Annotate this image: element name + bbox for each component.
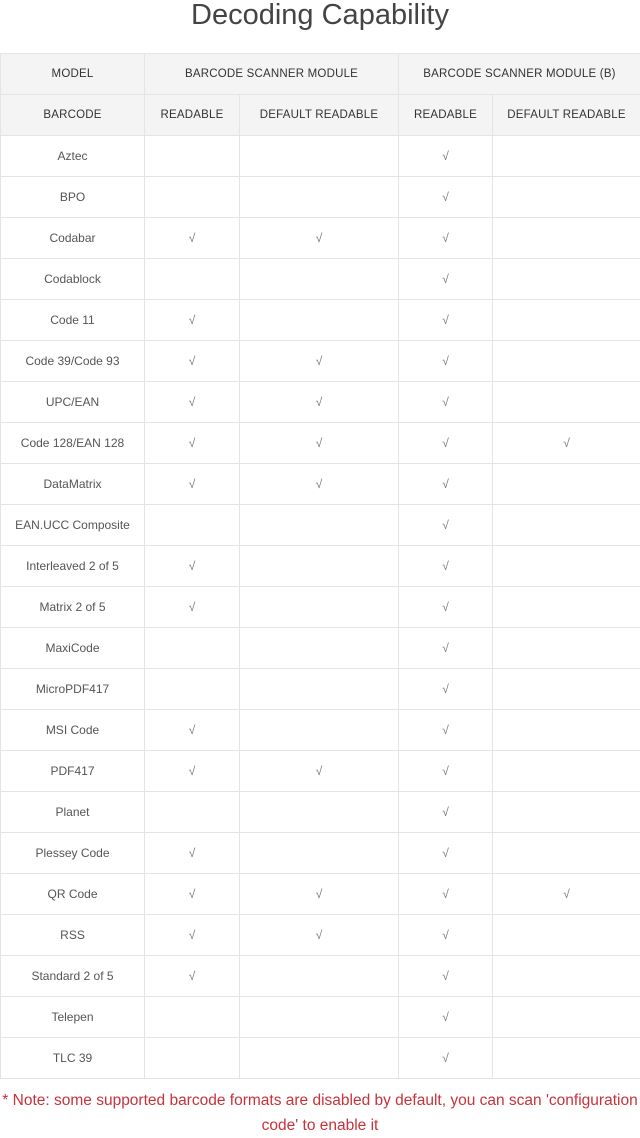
module-a-default-readable-cell bbox=[240, 1038, 399, 1079]
check-mark-icon: √ bbox=[189, 559, 196, 573]
module-b-readable-cell bbox=[399, 423, 493, 464]
check-mark-icon: √ bbox=[189, 600, 196, 614]
module-a-readable-cell bbox=[145, 792, 240, 833]
table-row bbox=[1, 218, 640, 259]
check-mark-icon: √ bbox=[442, 600, 449, 614]
module-a-default-readable-cell bbox=[240, 792, 399, 833]
module-a-default-readable-cell bbox=[240, 997, 399, 1038]
check-mark-icon: √ bbox=[189, 395, 196, 409]
module-a-default-readable-cell bbox=[240, 874, 399, 915]
barcode-name-cell: MicroPDF417 bbox=[1, 669, 145, 710]
module-b-readable-cell bbox=[399, 669, 493, 710]
barcode-name-cell: Matrix 2 of 5 bbox=[1, 587, 145, 628]
module-b-default-readable-cell bbox=[493, 874, 640, 915]
module-b-readable-cell bbox=[399, 382, 493, 423]
module-a-default-readable-cell bbox=[240, 177, 399, 218]
table-row bbox=[1, 833, 640, 874]
module-a-default-readable-cell bbox=[240, 341, 399, 382]
module-a-readable-cell bbox=[145, 628, 240, 669]
table-row bbox=[1, 259, 640, 300]
barcode-name-cell: RSS bbox=[1, 915, 145, 956]
module-b-default-readable-cell bbox=[493, 177, 640, 218]
module-a-readable-cell bbox=[145, 669, 240, 710]
module-a-readable-cell bbox=[145, 997, 240, 1038]
module-a-readable-cell bbox=[145, 833, 240, 874]
table-row bbox=[1, 300, 640, 341]
module-b-readable-cell bbox=[399, 300, 493, 341]
check-mark-icon: √ bbox=[189, 313, 196, 327]
barcode-header: BARCODE bbox=[1, 95, 145, 136]
barcode-name-cell: UPC/EAN bbox=[1, 382, 145, 423]
table-row bbox=[1, 915, 640, 956]
module-a-default-readable-cell bbox=[240, 751, 399, 792]
barcode-name-cell: Planet bbox=[1, 792, 145, 833]
check-mark-icon: √ bbox=[189, 887, 196, 901]
module-b-readable-cell bbox=[399, 505, 493, 546]
module-b-readable-cell bbox=[399, 833, 493, 874]
barcode-name-cell: Code 11 bbox=[1, 300, 145, 341]
check-mark-icon: √ bbox=[189, 928, 196, 942]
barcode-name-cell: Code 128/EAN 128 bbox=[1, 423, 145, 464]
check-mark-icon: √ bbox=[442, 1051, 449, 1065]
module-b-default-readable-cell bbox=[493, 382, 640, 423]
check-mark-icon: √ bbox=[442, 764, 449, 778]
module-a-default-readable-header: DEFAULT READABLE bbox=[240, 95, 399, 136]
module-a-readable-cell bbox=[145, 423, 240, 464]
table-row bbox=[1, 546, 640, 587]
check-mark-icon: √ bbox=[563, 436, 570, 450]
module-b-default-readable-cell bbox=[493, 464, 640, 505]
module-b-readable-cell bbox=[399, 628, 493, 669]
module-b-default-readable-cell bbox=[493, 341, 640, 382]
module-a-readable-cell bbox=[145, 177, 240, 218]
barcode-name-cell: QR Code bbox=[1, 874, 145, 915]
module-a-default-readable-cell bbox=[240, 956, 399, 997]
module-b-default-readable-cell bbox=[493, 423, 640, 464]
check-mark-icon: √ bbox=[189, 354, 196, 368]
page-title: Decoding Capability bbox=[0, 0, 640, 38]
model-header: MODEL bbox=[1, 54, 145, 95]
table-row bbox=[1, 464, 640, 505]
module-b-default-readable-cell bbox=[493, 628, 640, 669]
table-row bbox=[1, 997, 640, 1038]
module-a-default-readable-cell bbox=[240, 259, 399, 300]
module-a-default-readable-cell bbox=[240, 915, 399, 956]
module-a-default-readable-cell bbox=[240, 833, 399, 874]
check-mark-icon: √ bbox=[442, 846, 449, 860]
table-row bbox=[1, 341, 640, 382]
module-b-default-readable-cell bbox=[493, 669, 640, 710]
module-a-readable-cell bbox=[145, 956, 240, 997]
barcode-name-cell: BPO bbox=[1, 177, 145, 218]
check-mark-icon: √ bbox=[316, 764, 323, 778]
module-a-default-readable-cell bbox=[240, 382, 399, 423]
module-b-default-readable-cell bbox=[493, 751, 640, 792]
barcode-name-cell: Interleaved 2 of 5 bbox=[1, 546, 145, 587]
check-mark-icon: √ bbox=[189, 477, 196, 491]
check-mark-icon: √ bbox=[189, 846, 196, 860]
check-mark-icon: √ bbox=[189, 231, 196, 245]
module-b-readable-cell bbox=[399, 1038, 493, 1079]
table-row bbox=[1, 382, 640, 423]
module-a-default-readable-cell bbox=[240, 587, 399, 628]
table-row bbox=[1, 751, 640, 792]
module-a-default-readable-cell bbox=[240, 669, 399, 710]
module-b-readable-cell bbox=[399, 874, 493, 915]
module-a-readable-cell bbox=[145, 546, 240, 587]
barcode-name-cell: Plessey Code bbox=[1, 833, 145, 874]
barcode-name-cell: PDF417 bbox=[1, 751, 145, 792]
barcode-name-cell: Codabar bbox=[1, 218, 145, 259]
module-a-readable-cell bbox=[145, 136, 240, 177]
module-a-readable-cell bbox=[145, 382, 240, 423]
check-mark-icon: √ bbox=[189, 436, 196, 450]
table-body bbox=[1, 136, 640, 1079]
header-row-barcode bbox=[1, 95, 640, 136]
table-row bbox=[1, 792, 640, 833]
barcode-name-cell: DataMatrix bbox=[1, 464, 145, 505]
module-a-default-readable-cell bbox=[240, 136, 399, 177]
module-b-readable-cell bbox=[399, 587, 493, 628]
module-a-default-readable-cell bbox=[240, 710, 399, 751]
table-row bbox=[1, 628, 640, 669]
module-b-default-readable-cell bbox=[493, 997, 640, 1038]
check-mark-icon: √ bbox=[442, 641, 449, 655]
check-mark-icon: √ bbox=[442, 313, 449, 327]
module-b-readable-cell bbox=[399, 218, 493, 259]
barcode-name-cell: MaxiCode bbox=[1, 628, 145, 669]
module-a-readable-cell bbox=[145, 259, 240, 300]
module-a-readable-cell bbox=[145, 1038, 240, 1079]
table-row bbox=[1, 956, 640, 997]
check-mark-icon: √ bbox=[563, 887, 570, 901]
module-b-default-readable-cell bbox=[493, 587, 640, 628]
module-b-readable-cell bbox=[399, 710, 493, 751]
module-b-readable-cell bbox=[399, 997, 493, 1038]
module-b-readable-cell bbox=[399, 464, 493, 505]
module-a-default-readable-cell bbox=[240, 423, 399, 464]
barcode-name-cell: Standard 2 of 5 bbox=[1, 956, 145, 997]
module-a-readable-cell bbox=[145, 341, 240, 382]
module-b-default-readable-cell bbox=[493, 792, 640, 833]
barcode-name-cell: TLC 39 bbox=[1, 1038, 145, 1079]
table-row bbox=[1, 669, 640, 710]
table-row bbox=[1, 136, 640, 177]
module-a-default-readable-cell bbox=[240, 300, 399, 341]
module-a-default-readable-cell bbox=[240, 218, 399, 259]
check-mark-icon: √ bbox=[316, 887, 323, 901]
check-mark-icon: √ bbox=[189, 723, 196, 737]
barcode-name-cell: MSI Code bbox=[1, 710, 145, 751]
check-mark-icon: √ bbox=[442, 149, 449, 163]
module-b-readable-cell bbox=[399, 956, 493, 997]
module-b-readable-cell bbox=[399, 915, 493, 956]
module-b-readable-cell bbox=[399, 341, 493, 382]
module-a-header: BARCODE SCANNER MODULE bbox=[145, 54, 399, 95]
module-b-readable-header: READABLE bbox=[399, 95, 493, 136]
table-row bbox=[1, 1038, 640, 1079]
module-a-default-readable-cell bbox=[240, 546, 399, 587]
module-b-default-readable-header: DEFAULT READABLE bbox=[493, 95, 640, 136]
module-a-readable-cell bbox=[145, 464, 240, 505]
module-b-default-readable-cell bbox=[493, 546, 640, 587]
decoding-capability-table bbox=[0, 53, 640, 1079]
check-mark-icon: √ bbox=[316, 231, 323, 245]
footnote: * Note: some supported barcode formats are disabled by default, you can scan 'configuration code' to enable it bbox=[0, 1088, 640, 1138]
module-a-readable-cell bbox=[145, 300, 240, 341]
module-b-header: BARCODE SCANNER MODULE (B) bbox=[399, 54, 640, 95]
module-a-default-readable-cell bbox=[240, 505, 399, 546]
module-b-readable-cell bbox=[399, 259, 493, 300]
module-b-readable-cell bbox=[399, 751, 493, 792]
check-mark-icon: √ bbox=[442, 231, 449, 245]
table-row bbox=[1, 505, 640, 546]
check-mark-icon: √ bbox=[316, 354, 323, 368]
module-a-readable-cell bbox=[145, 751, 240, 792]
module-b-default-readable-cell bbox=[493, 833, 640, 874]
barcode-name-cell: Codablock bbox=[1, 259, 145, 300]
module-a-default-readable-cell bbox=[240, 464, 399, 505]
module-b-readable-cell bbox=[399, 136, 493, 177]
check-mark-icon: √ bbox=[189, 764, 196, 778]
check-mark-icon: √ bbox=[316, 477, 323, 491]
module-a-readable-cell bbox=[145, 218, 240, 259]
module-b-default-readable-cell bbox=[493, 259, 640, 300]
module-b-default-readable-cell bbox=[493, 915, 640, 956]
check-mark-icon: √ bbox=[189, 969, 196, 983]
check-mark-icon: √ bbox=[442, 272, 449, 286]
module-a-readable-cell bbox=[145, 505, 240, 546]
check-mark-icon: √ bbox=[442, 887, 449, 901]
check-mark-icon: √ bbox=[442, 395, 449, 409]
module-b-default-readable-cell bbox=[493, 218, 640, 259]
module-a-readable-cell bbox=[145, 710, 240, 751]
check-mark-icon: √ bbox=[442, 1010, 449, 1024]
check-mark-icon: √ bbox=[442, 928, 449, 942]
module-a-readable-cell bbox=[145, 915, 240, 956]
module-b-default-readable-cell bbox=[493, 136, 640, 177]
module-a-default-readable-cell bbox=[240, 628, 399, 669]
module-a-readable-cell bbox=[145, 587, 240, 628]
check-mark-icon: √ bbox=[442, 805, 449, 819]
table-row bbox=[1, 587, 640, 628]
module-b-readable-cell bbox=[399, 792, 493, 833]
module-a-readable-header: READABLE bbox=[145, 95, 240, 136]
module-b-default-readable-cell bbox=[493, 505, 640, 546]
check-mark-icon: √ bbox=[316, 928, 323, 942]
check-mark-icon: √ bbox=[316, 395, 323, 409]
check-mark-icon: √ bbox=[442, 518, 449, 532]
check-mark-icon: √ bbox=[442, 477, 449, 491]
header-row-model bbox=[1, 54, 640, 95]
module-b-readable-cell bbox=[399, 546, 493, 587]
barcode-name-cell: EAN.UCC Composite bbox=[1, 505, 145, 546]
check-mark-icon: √ bbox=[442, 190, 449, 204]
module-b-default-readable-cell bbox=[493, 710, 640, 751]
barcode-name-cell: Code 39/Code 93 bbox=[1, 341, 145, 382]
table-row bbox=[1, 874, 640, 915]
check-mark-icon: √ bbox=[442, 354, 449, 368]
module-b-default-readable-cell bbox=[493, 1038, 640, 1079]
check-mark-icon: √ bbox=[442, 682, 449, 696]
check-mark-icon: √ bbox=[442, 969, 449, 983]
table-row bbox=[1, 710, 640, 751]
module-b-readable-cell bbox=[399, 177, 493, 218]
module-b-default-readable-cell bbox=[493, 300, 640, 341]
check-mark-icon: √ bbox=[442, 436, 449, 450]
module-a-readable-cell bbox=[145, 874, 240, 915]
barcode-name-cell: Telepen bbox=[1, 997, 145, 1038]
table-row bbox=[1, 423, 640, 464]
check-mark-icon: √ bbox=[442, 559, 449, 573]
module-b-default-readable-cell bbox=[493, 956, 640, 997]
barcode-name-cell: Aztec bbox=[1, 136, 145, 177]
table-row bbox=[1, 177, 640, 218]
check-mark-icon: √ bbox=[316, 436, 323, 450]
check-mark-icon: √ bbox=[442, 723, 449, 737]
